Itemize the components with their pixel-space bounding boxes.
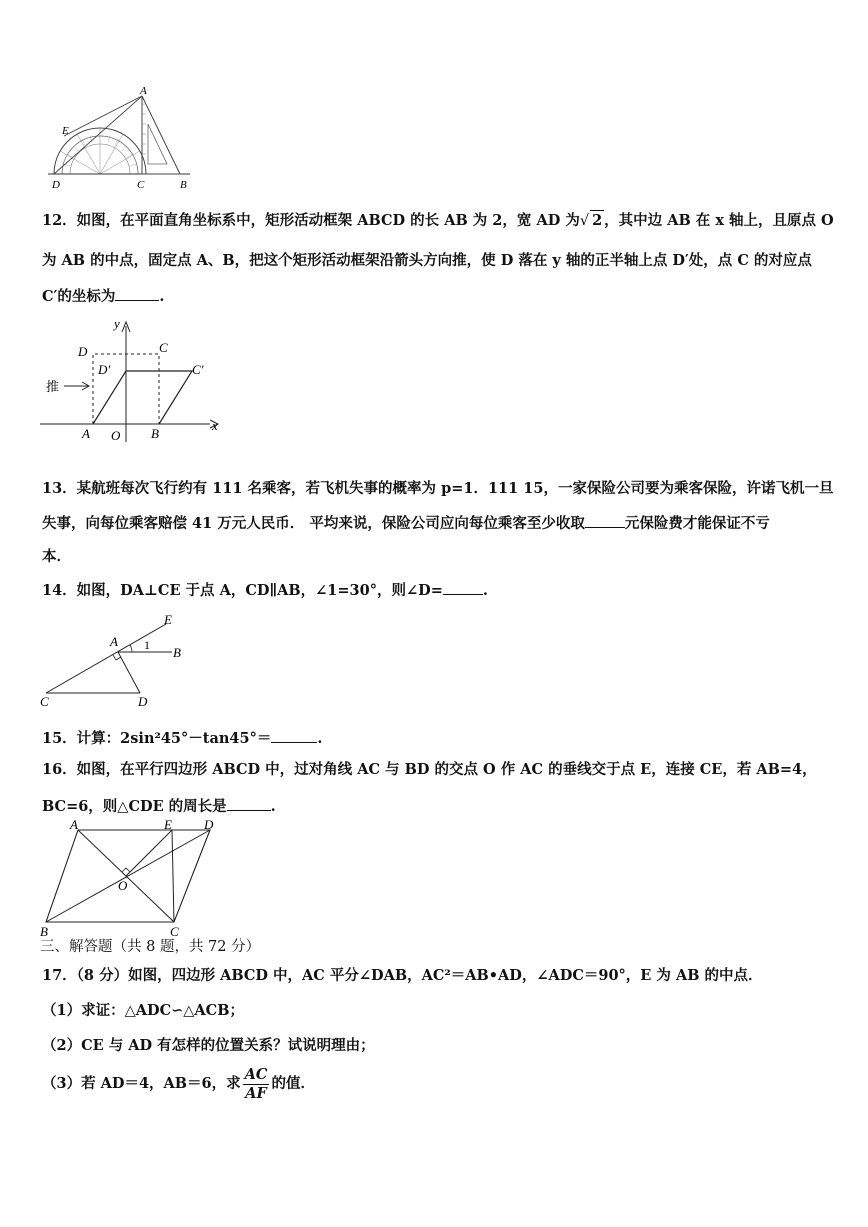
label-c: C bbox=[170, 924, 179, 938]
label-o: O bbox=[118, 878, 128, 893]
label-d-prime: D′ bbox=[98, 362, 111, 377]
label-a: A bbox=[140, 85, 147, 97]
q12-line3: C′的坐标为 . bbox=[42, 288, 165, 305]
q17-part3: （3）若 AD＝4，AB＝6，求 $\frac{AC}{AF}$ 的值． bbox=[42, 1065, 315, 1102]
label-b: B bbox=[40, 924, 48, 938]
fraction-ac-over-af: $\frac{AC}{AF}$ bbox=[244, 1065, 268, 1102]
q15-text: 15．计算：2sin²45°－tan45°＝ . bbox=[42, 730, 323, 747]
label-b: B bbox=[151, 426, 159, 441]
label-a: A bbox=[82, 426, 90, 441]
label-b: B bbox=[173, 645, 181, 660]
answer-blank[interactable] bbox=[115, 286, 159, 301]
label-o: O bbox=[111, 428, 121, 443]
sqrt-two: 2 bbox=[592, 212, 603, 229]
label-c: C bbox=[40, 694, 49, 708]
label-y: y bbox=[114, 316, 120, 331]
label-a: A bbox=[70, 818, 78, 832]
answer-blank[interactable] bbox=[443, 580, 483, 595]
q17-part2: （2）CE 与 AD 有怎样的位置关系？试说明理由； bbox=[42, 1037, 375, 1054]
q13-line1: 13．某航班每次飞行约有 111 名乘客，若飞机失事的概率为 p=1．111 15，一家保险公司要为乘客保险，许诺飞机一旦 bbox=[42, 480, 834, 497]
q13-line3: 本． bbox=[42, 548, 71, 565]
q12-line1: 12．如图，在平面直角坐标系中，矩形活动框架 ABCD 的长 AB 为 2，宽 AD 为√ 2 ，其中边 AB 在 x 轴上，且原点 O bbox=[42, 212, 834, 229]
answer-blank[interactable] bbox=[585, 513, 625, 528]
label-e: E bbox=[164, 612, 172, 627]
q12-line2: 为 AB 的中点，固定点 A、B，把这个矩形活动框架沿箭头方向推，使 D 落在 y 轴的正半轴上点 D′处，点 C 的对应点 bbox=[42, 252, 812, 269]
label-d: D bbox=[52, 179, 60, 191]
label-e: E bbox=[164, 818, 172, 832]
label-1: 1 bbox=[144, 638, 150, 652]
label-d: D bbox=[204, 818, 214, 832]
label-c-prime: C′ bbox=[192, 362, 204, 377]
label-c: C bbox=[137, 179, 145, 191]
q14-text: 14．如图，DA⊥CE 于点 A，CD∥AB，∠1=30°，则∠D= . bbox=[42, 582, 488, 599]
label-push: 推 bbox=[46, 379, 60, 394]
q16-line1: 16．如图，在平行四边形 ABCD 中，过对角线 AC 与 BD 的交点 O 作 AC 的垂线交于点 E，连接 CE，若 AB=4， bbox=[42, 761, 817, 778]
answer-blank[interactable] bbox=[227, 796, 271, 811]
label-a: A bbox=[110, 634, 118, 649]
label-b: B bbox=[180, 179, 187, 191]
q13-line2: 失事，向每位乘客赔偿 41 万元人民币． 平均来说，保险公司应向每位乘客至少收取 元保险费才能保证不亏 bbox=[42, 515, 770, 532]
figure-q14-angles bbox=[36, 612, 196, 708]
answer-blank[interactable] bbox=[271, 728, 317, 743]
figure-q12-coordinate-rectangle bbox=[38, 312, 228, 448]
q17-part1: （1）求证：△ADC∽△ACB； bbox=[42, 1002, 244, 1019]
section-heading: 三、解答题（共 8 题，共 72 分） bbox=[40, 939, 261, 955]
label-c: C bbox=[159, 340, 168, 355]
figure-protractor-set-square bbox=[40, 84, 200, 194]
q17-stem: 17．（8 分）如图，四边形 ABCD 中，AC 平分∠DAB，AC²＝AB•AD，∠ADC＝90°，E 为 AB 的中点． bbox=[42, 967, 763, 984]
label-d: D bbox=[78, 344, 88, 359]
label-x: x bbox=[212, 418, 218, 433]
q16-line2: BC=6，则△CDE 的周长是 . bbox=[42, 798, 276, 815]
figure-q16-parallelogram bbox=[38, 818, 228, 938]
label-e: E bbox=[62, 125, 69, 137]
label-d: D bbox=[138, 694, 148, 708]
